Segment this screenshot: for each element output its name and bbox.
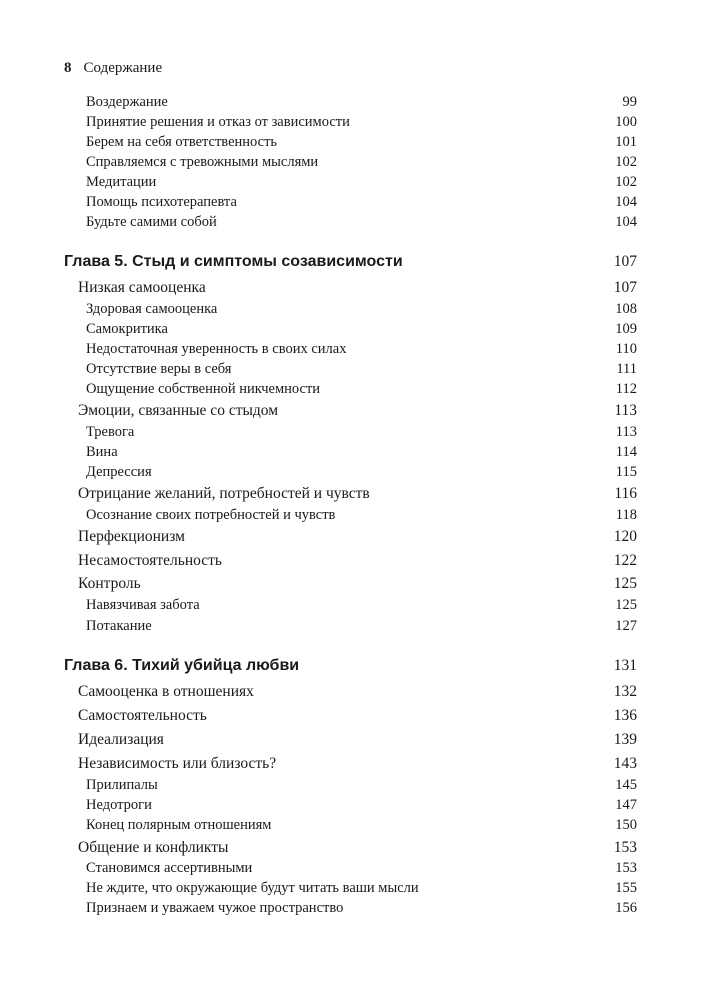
toc-entry: [0, 795, 703, 815]
toc-entry-page: 101: [615, 134, 637, 150]
toc-entry-title: Самостоятельность: [78, 707, 207, 724]
toc-entry-page: 125: [615, 597, 637, 613]
toc-entry: [0, 422, 703, 442]
toc-chapter: [0, 251, 703, 273]
toc-entry-page: 113: [615, 424, 637, 440]
toc-entry-page: 136: [613, 707, 637, 724]
toc-entry: [0, 595, 703, 615]
toc-entry-title: Вина: [86, 444, 118, 460]
toc-entry: [0, 681, 703, 703]
toc-entry: [0, 705, 703, 727]
toc-entry: [0, 775, 703, 795]
toc-entry: [0, 172, 703, 192]
toc-entry-title: Депрессия: [86, 464, 152, 480]
toc-entry: [0, 550, 703, 572]
toc-entry-page: 120: [613, 528, 637, 545]
toc-entry-page: 153: [613, 839, 637, 856]
toc-entry-title: Перфекционизм: [78, 528, 185, 545]
toc-entry-title: Тревога: [86, 424, 135, 440]
toc-entry-page: 116: [614, 485, 637, 502]
toc-entry: [0, 212, 703, 232]
toc-entry: [0, 379, 703, 399]
toc-entry: [0, 299, 703, 319]
toc-entry-title: Недотроги: [86, 797, 152, 813]
toc-entry-title: Становимся ассертивными: [86, 860, 253, 876]
toc-entry: [0, 277, 703, 299]
toc-entry-page: 104: [615, 214, 637, 230]
toc-entry: [0, 132, 703, 152]
toc-entry-page: 155: [615, 880, 637, 896]
toc-entry-title: Ощущение собственной никчемности: [86, 381, 321, 397]
toc-entry: [0, 729, 703, 751]
page-number: 8: [64, 60, 72, 76]
toc-entry: [0, 898, 703, 918]
toc-entry-title: Помощь психотерапевта: [86, 194, 237, 210]
toc-entry-title: Отсутствие веры в себя: [86, 361, 232, 377]
toc-entry-title: Общение и конфликты: [78, 839, 229, 856]
toc-entry-title: Справляемся с тревожными мыслями: [86, 154, 319, 170]
toc-entry: [0, 526, 703, 548]
toc-entry-title: Самокритика: [86, 321, 168, 337]
toc-entry-page: 113: [614, 402, 637, 419]
toc-entry-title: Несамостоятельность: [78, 552, 222, 569]
toc-entry-title: Признаем и уважаем чужое пространство: [86, 900, 344, 916]
toc-entry-page: 145: [615, 777, 637, 793]
toc-entry-title: Конец полярным отношениям: [86, 817, 272, 833]
toc-entry-title: Берем на себя ответственность: [86, 134, 278, 150]
toc-entry-page: 143: [613, 755, 637, 772]
toc-entry-page: 122: [613, 552, 637, 569]
toc-entry: [0, 400, 703, 422]
toc-entry-page: 131: [613, 657, 637, 674]
toc-entry-title: Воздержание: [86, 94, 168, 110]
toc-entry: [0, 878, 703, 898]
toc-entry-title: Осознание своих потребностей и чувств: [86, 507, 336, 523]
toc-entry-title: Самооценка в отношениях: [78, 683, 254, 700]
toc-entry: [0, 359, 703, 379]
toc-entry-page: 107: [613, 253, 637, 270]
toc-entry-title: Независимость или близость?: [78, 755, 277, 772]
toc-entry-title: Недостаточная уверенность в своих силах: [86, 341, 347, 357]
toc-entry-title: Медитации: [86, 174, 157, 190]
toc-entry-title: Будьте самими собой: [86, 214, 217, 230]
toc-entry-title: Потакание: [86, 618, 152, 634]
toc-entry-page: 156: [615, 900, 637, 916]
toc-entry-page: 109: [615, 321, 637, 337]
section-title: Содержание: [83, 60, 163, 76]
toc-entry: [0, 616, 703, 636]
toc-entry-title: Навязчивая забота: [86, 597, 200, 613]
toc-entry-title: Идеализация: [78, 731, 164, 748]
toc-entry: [0, 112, 703, 132]
toc-chapter: [0, 655, 703, 677]
toc-entry-page: 150: [615, 817, 637, 833]
toc-entry-title: Не ждите, что окружающие будут читать ваши мысли: [86, 880, 419, 896]
toc-entry-title: Низкая самооценка: [78, 279, 206, 296]
toc-entry: [0, 815, 703, 835]
toc-entry-page: 125: [613, 575, 637, 592]
toc-entry-page: 99: [622, 94, 637, 110]
toc-entry-page: 127: [615, 618, 637, 634]
toc-entry-page: 102: [615, 174, 637, 190]
toc-entry-title: Принятие решения и отказ от зависимости: [86, 114, 350, 130]
toc-entry-page: 112: [615, 381, 637, 397]
toc-entry-page: 111: [616, 361, 637, 377]
toc-entry: [0, 462, 703, 482]
toc-entry-page: 102: [615, 154, 637, 170]
toc-entry: [0, 573, 703, 595]
toc-entry-page: 107: [613, 279, 637, 296]
toc-entry-title: Глава 6. Тихий убийца любви: [64, 657, 300, 674]
toc-entry: [0, 192, 703, 212]
toc-entry-page: 153: [615, 860, 637, 876]
toc-entry-page: 114: [615, 444, 637, 460]
toc-entry-title: Прилипалы: [86, 777, 158, 793]
toc-entry-page: 104: [615, 194, 637, 210]
toc-entry-title: Эмоции, связанные со стыдом: [78, 402, 279, 419]
toc-entry: [0, 858, 703, 878]
toc-entry: [0, 505, 703, 525]
toc-entry-title: Глава 5. Стыд и симптомы созависимости: [64, 253, 403, 270]
toc-entry-page: 147: [615, 797, 637, 813]
toc-entry-title: Здоровая самооценка: [86, 301, 218, 317]
toc-entry-page: 110: [615, 341, 637, 357]
toc-entry-page: 100: [615, 114, 637, 130]
toc-entry: [0, 442, 703, 462]
toc-entry-page: 132: [613, 683, 637, 700]
toc-entry: [0, 319, 703, 339]
toc-entry-page: 115: [615, 464, 637, 480]
toc-entry: [0, 92, 703, 112]
toc-entry: [0, 753, 703, 775]
toc-entry-page: 108: [615, 301, 637, 317]
toc-entry: [0, 837, 703, 859]
toc-entry: [0, 152, 703, 172]
toc-entry-title: Отрицание желаний, потребностей и чувств: [78, 485, 370, 502]
toc-entry-page: 139: [613, 731, 637, 748]
toc-entry: [0, 483, 703, 505]
toc-entry: [0, 339, 703, 359]
toc-entry-page: 118: [615, 507, 637, 523]
toc-entry-title: Контроль: [78, 575, 141, 592]
